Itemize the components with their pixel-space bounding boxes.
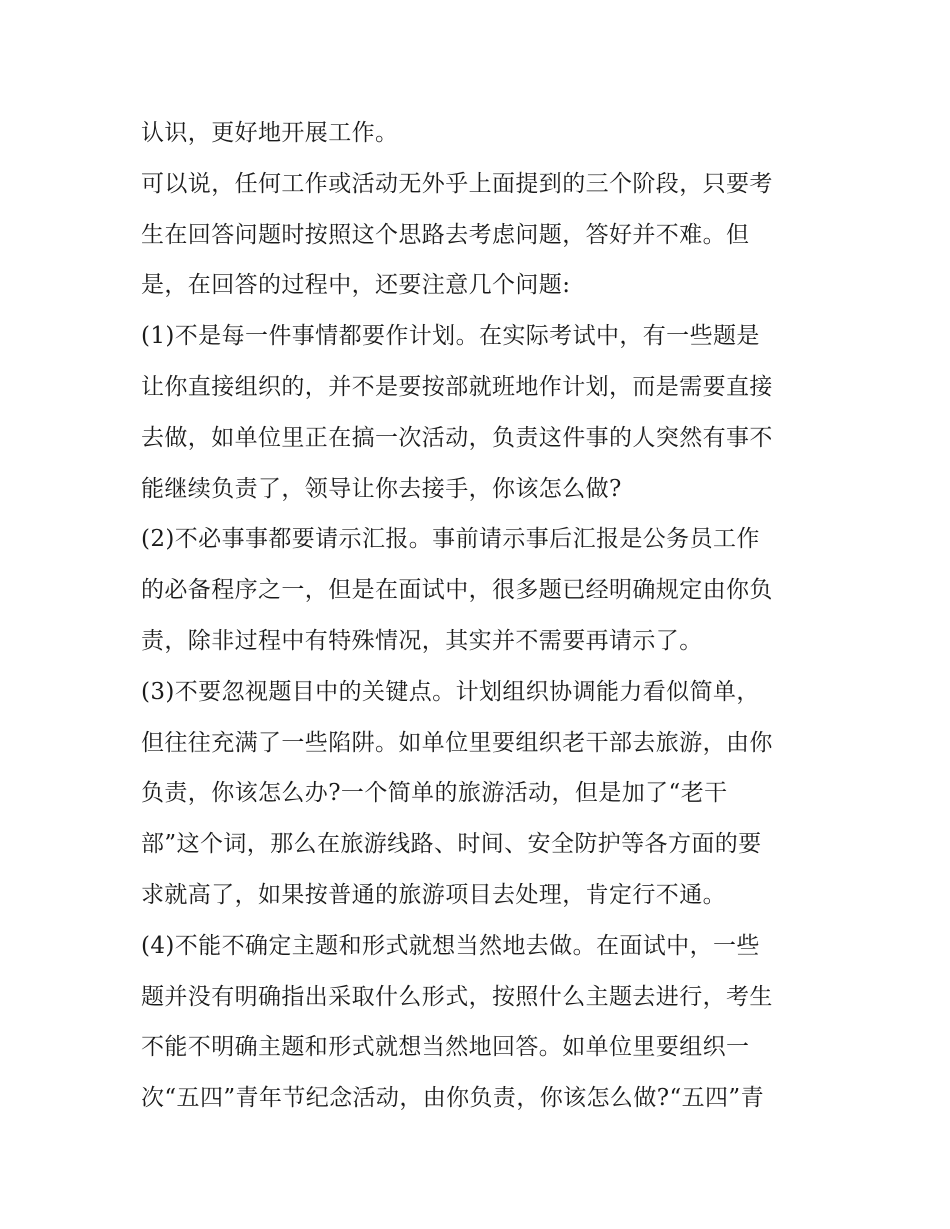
text-line: 负责，你该怎么办?一个简单的旅游活动，但是加了“老干 [141, 780, 728, 807]
text-line: 责，除非过程中有特殊情况，其实并不需要再请示了。 [141, 627, 703, 654]
text-line: (1)不是每一件事情都要作计划。在实际考试中，有一些题是 [141, 323, 760, 350]
text-line: (2)不必事事都要请示汇报。事前请示事后汇报是公务员工作 [141, 526, 760, 553]
text-line: 但往往充满了一些陷阱。如单位里要组织老干部去旅游，由你 [141, 729, 773, 756]
text-line: 求就高了，如果按普通的旅游项目去处理，肯定行不通。 [141, 881, 726, 908]
text-line: (3)不要忽视题目中的关键点。计划组织协调能力看似简单， [141, 678, 760, 705]
text-line: 是，在回答的过程中，还要注意几个问题: [141, 272, 571, 299]
text-line: 可以说，任何工作或活动无外乎上面提到的三个阶段，只要考 [141, 170, 773, 197]
text-line: 不能不明确主题和形式就想当然地回答。如单位里要组织一 [141, 1034, 750, 1061]
text-line: 去做，如单位里正在搞一次活动，负责这件事的人突然有事不 [141, 424, 773, 451]
text-line: 认识，更好地开展工作。 [141, 120, 399, 146]
text-line: 生在回答问题时按照这个思路去考虑问题，答好并不难。但 [141, 221, 750, 248]
text-line: 次“五四”青年节纪念活动，由你负责，你该怎么做?“五四”青 [141, 1085, 764, 1112]
text-line: 让你直接组织的，并不是要按部就班地作计划，而是需要直接 [141, 373, 773, 400]
text-line: 部”这个词，那么在旅游线路、时间、安全防护等各方面的要 [141, 831, 762, 858]
text-line: 题并没有明确指出采取什么形式，按照什么主题去进行，考生 [141, 983, 773, 1010]
body-text [141, 108, 831, 1124]
text-line: (4)不能不确定主题和形式就想当然地去做。在面试中，一些 [141, 932, 760, 959]
text-line: 的必备程序之一，但是在面试中，很多题已经明确规定由你负 [141, 577, 773, 604]
text-line: 能继续负责了，领导让你去接手，你该怎么做? [141, 475, 622, 502]
